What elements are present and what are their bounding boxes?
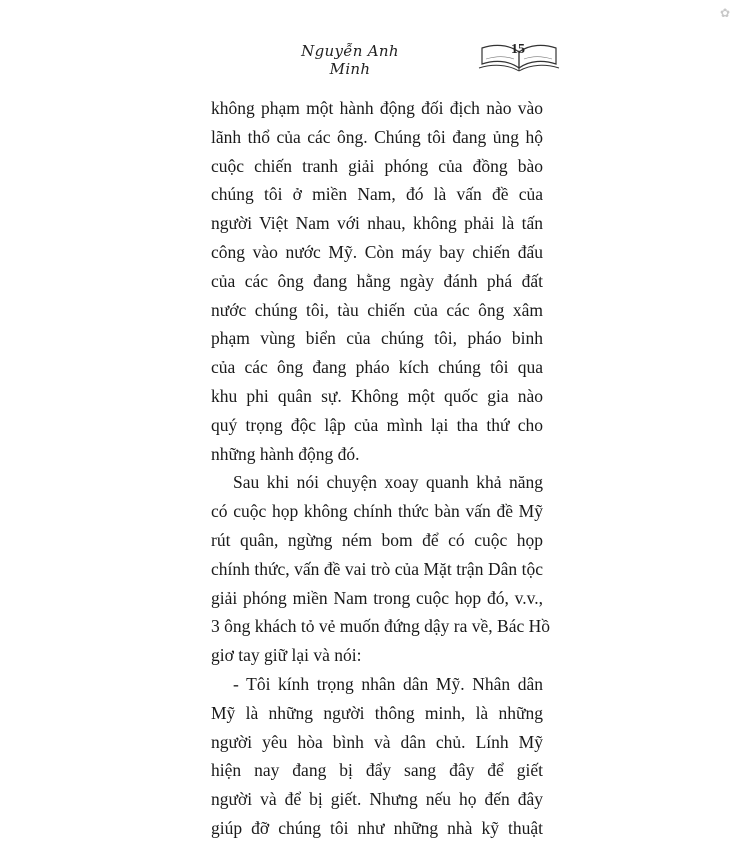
text-line: nước chúng tôi, tàu chiến của các ông xâm bbox=[211, 299, 543, 320]
text-line: 3 ông khách tỏ vẻ muốn đứng dậy ra về, Bác Hồ bbox=[211, 616, 550, 637]
body-text bbox=[211, 94, 550, 843]
text-line: giải phóng miền Nam trong cuộc họp đó, v.v., bbox=[211, 587, 543, 608]
text-line: rút quân, ngừng ném bom để có cuộc họp bbox=[211, 529, 543, 550]
text-line: hiện nay đang bị đẩy sang đây để giết bbox=[211, 760, 543, 781]
text-line: chúng tôi ở miền Nam, đó là vấn đề của bbox=[211, 184, 543, 205]
page-number: 15 bbox=[511, 42, 525, 57]
text-line: quý trọng độc lập của mình lại tha thứ cho bbox=[211, 414, 543, 435]
running-header-author: Nguyễn Anh Minh bbox=[301, 42, 399, 78]
text-line: có cuộc họp không chính thức bàn vấn đề Mỹ bbox=[211, 501, 543, 522]
text-line: - Tôi kính trọng nhân dân Mỹ. Nhân dân bbox=[233, 673, 543, 694]
text-line: giúp đỡ chúng tôi như những nhà kỹ thuật bbox=[211, 817, 543, 838]
text-line: những hành động đó. bbox=[211, 443, 360, 464]
text-line: phạm vùng biển của chúng tôi, pháo binh bbox=[211, 328, 543, 349]
text-line: không phạm một hành động đối địch nào vào bbox=[211, 98, 543, 118]
text-line: cuộc chiến tranh giải phóng của đồng bào bbox=[211, 155, 543, 176]
text-line: công vào nước Mỹ. Còn máy bay chiến đấu bbox=[211, 241, 543, 262]
text-line: khu phi quân sự. Không một quốc gia nào bbox=[211, 385, 543, 406]
corner-flower-icon: ✿ bbox=[720, 6, 731, 20]
text-line: Sau khi nói chuyện xoay quanh khả năng bbox=[233, 472, 543, 493]
text-line: người yêu hòa bình và dân chủ. Lính Mỹ bbox=[211, 731, 543, 752]
text-line: người Việt Nam với nhau, không phải là tấn bbox=[211, 213, 543, 234]
text-line: lãnh thổ của các ông. Chúng tôi đang ủng hộ bbox=[211, 126, 543, 147]
text-line: của các ông đang pháo kích chúng tôi qua bbox=[211, 357, 543, 378]
text-line: người và để bị giết. Nhưng nếu họ đến đây bbox=[211, 789, 543, 810]
text-line: Mỹ là những người thông minh, là những bbox=[211, 702, 543, 723]
text-line: giơ tay giữ lại và nói: bbox=[211, 645, 362, 666]
text-line: chính thức, vấn đề vai trò của Mặt trận Dân tộc bbox=[211, 558, 543, 579]
text-line: của các ông đang hằng ngày đánh phá đất bbox=[211, 270, 543, 291]
